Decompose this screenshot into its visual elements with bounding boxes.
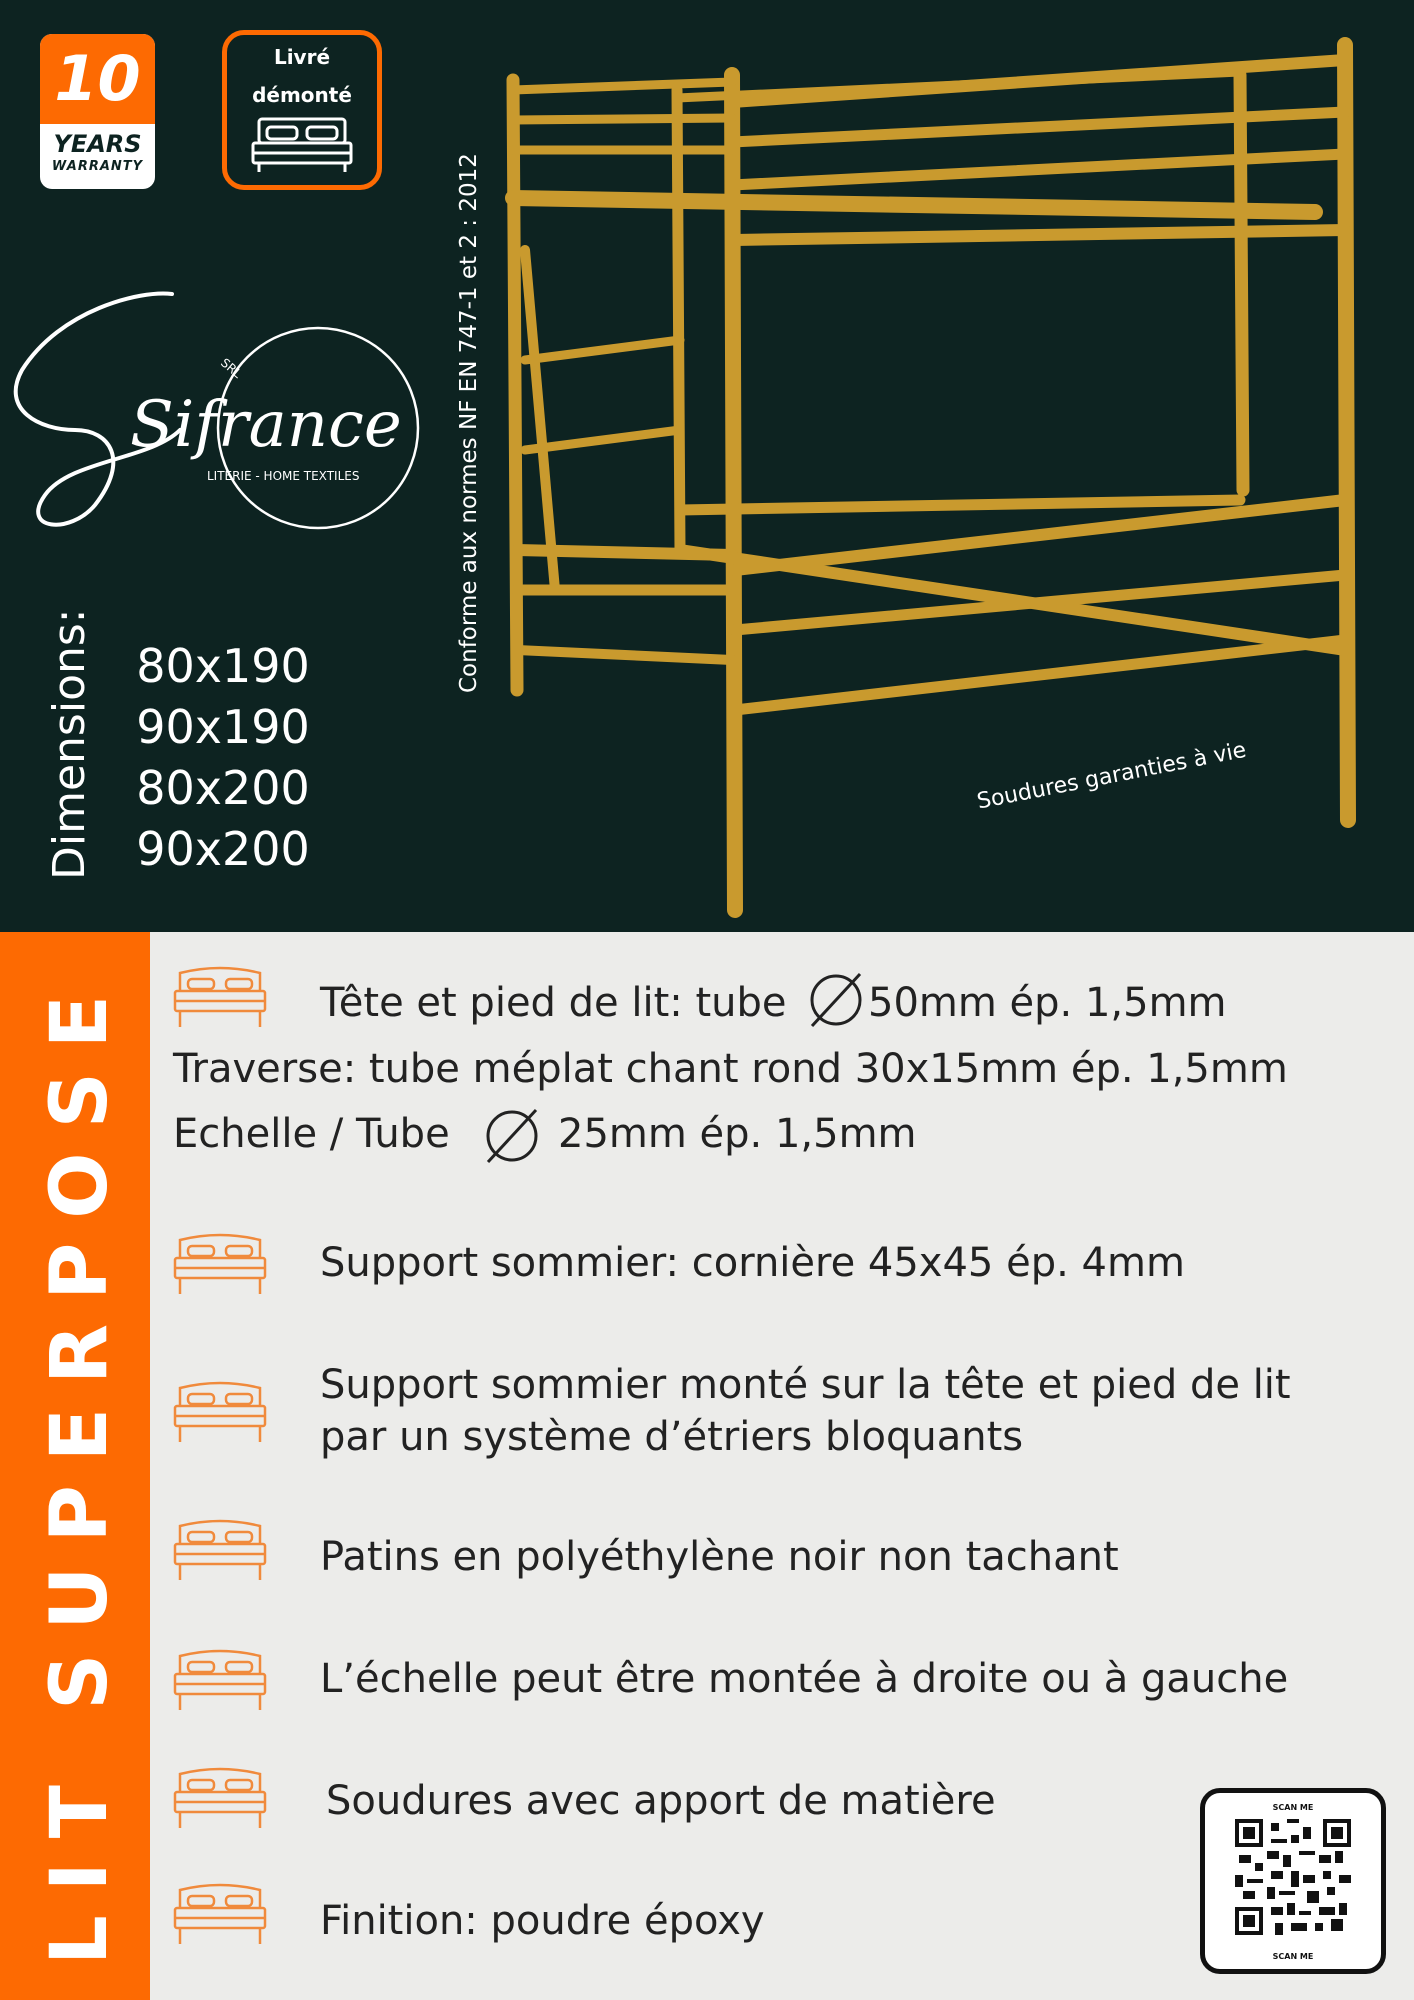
bed-icon <box>172 1518 268 1584</box>
bed-icon <box>172 1766 268 1832</box>
feature-item: Support sommier monté sur la tête et pied de lit <box>320 1362 1291 1408</box>
product-title: LIT SUPERPOSE <box>35 970 125 1965</box>
weld-note: Soudures garanties à vie <box>975 737 1249 815</box>
bunk-bed-image <box>495 30 1375 930</box>
compliance-note: Conforme aux normes NF EN 747-1 et 2 : 2012 <box>456 153 482 693</box>
warranty-years: YEARS <box>53 130 142 158</box>
dimension-item: 90x190 <box>136 700 310 754</box>
dimension-item: 80x200 <box>136 761 310 815</box>
spec-head-foot-a: Tête et pied de lit: tube <box>320 980 787 1026</box>
brand-name: Sifrance <box>130 388 402 462</box>
spec-ladder-a: Echelle / Tube <box>173 1111 450 1157</box>
delivered-line1: Livré <box>273 45 331 69</box>
spec-ladder-b: 25mm ép. 1,5mm <box>558 1111 917 1157</box>
delivered-badge <box>222 30 382 190</box>
feature-item: par un système d’étriers bloquants <box>320 1414 1024 1460</box>
brand-subtitle: LITERIE - HOME TEXTILES <box>207 469 360 483</box>
warranty-badge <box>40 34 155 189</box>
diameter-icon <box>484 1108 540 1164</box>
brand-logo <box>0 280 420 570</box>
spec-head-foot-b: 50mm ép. 1,5mm <box>868 980 1227 1026</box>
bed-icon <box>172 1232 268 1298</box>
feature-item: Patins en polyéthylène noir non tachant <box>320 1534 1119 1580</box>
feature-item: Soudures avec apport de matière <box>326 1778 996 1824</box>
brand-tag: SRL <box>218 355 245 381</box>
feature-item: Finition: poudre époxy <box>320 1898 765 1944</box>
dimension-item: 80x190 <box>136 639 310 693</box>
qr-caption: SCAN ME <box>1272 1803 1314 1812</box>
warranty-word: WARRANTY <box>51 159 144 174</box>
spec-crossbar: Traverse: tube méplat chant rond 30x15mm ép. 1,5mm <box>173 1046 1288 1092</box>
bed-icon <box>172 1380 268 1446</box>
diameter-icon <box>808 972 864 1028</box>
warranty-number: 10 <box>40 34 155 124</box>
dimensions-label: Dimensions: <box>44 608 95 880</box>
feature-item: L’échelle peut être montée à droite ou à gauche <box>320 1656 1289 1702</box>
bed-icon <box>172 965 268 1031</box>
dimension-item: 90x200 <box>136 822 310 876</box>
feature-item: Support sommier: cornière 45x45 ép. 4mm <box>320 1240 1185 1286</box>
qr-code[interactable] <box>1200 1788 1386 1974</box>
bed-icon <box>249 115 355 175</box>
bed-icon <box>172 1648 268 1714</box>
dimensions-list <box>128 636 318 880</box>
bed-icon <box>172 1882 268 1948</box>
qr-caption: SCAN ME <box>1272 1952 1314 1961</box>
delivered-line2: démonté <box>252 83 352 107</box>
qr-code-icon <box>1235 1819 1351 1935</box>
